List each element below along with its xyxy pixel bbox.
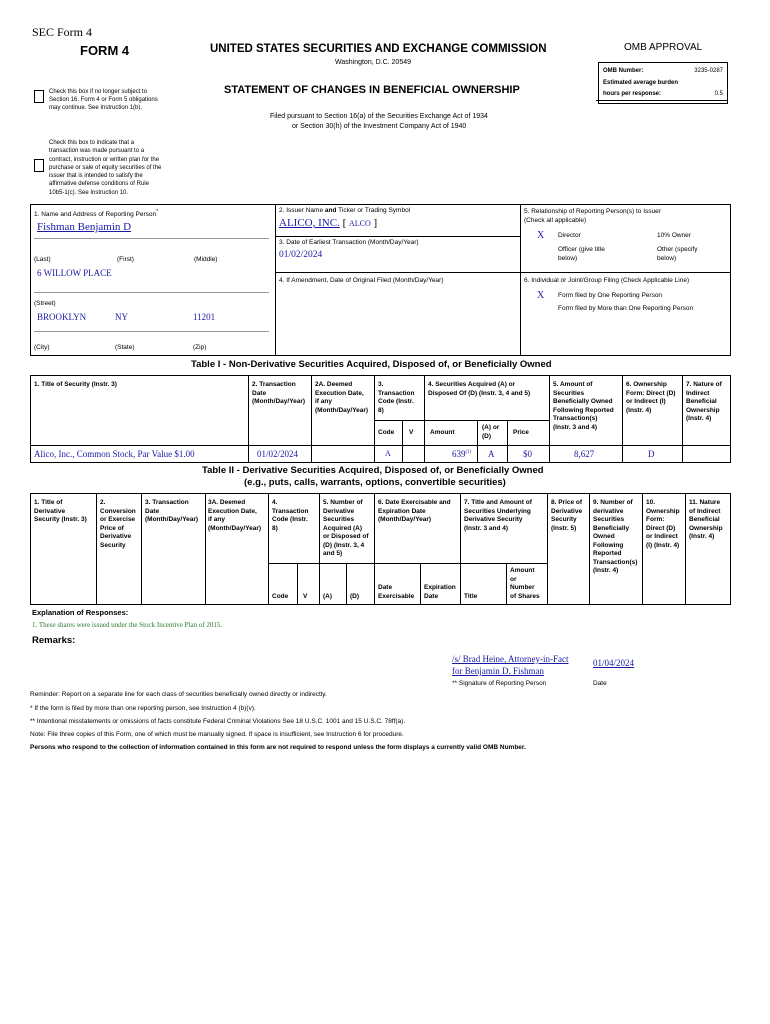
box4-label: 4. If Amendment, Date of Original Filed (Month/Day/Year): [279, 277, 444, 284]
state-label: (State): [115, 344, 135, 351]
issuer-name-link[interactable]: ALICO, INC.: [279, 217, 340, 229]
t1-ad-header: (A) or (D): [482, 424, 500, 440]
t1-row-code: A: [385, 449, 391, 458]
t1-col2-header: 2. Transaction Date (Month/Day/Year): [252, 381, 306, 405]
t2-date-exercisable-header: Date Exercisable: [378, 584, 415, 600]
box1-label: 1. Name and Address of Reporting Person*: [34, 209, 159, 219]
table1-title: Table I - Non-Derivative Securities Acquired, Disposed of, or Beneficially Owned: [191, 359, 552, 370]
t2-amount-header: Amount or Number of Shares: [510, 567, 540, 600]
explanation-1: 1. These shares were issued under the Stock Incentive Plan of 2015.: [32, 621, 223, 629]
omb-title: OMB APPROVAL: [624, 42, 703, 53]
earliest-transaction-date: 01/02/2024: [279, 250, 323, 260]
note-misstatements: ** Intentional misstatements or omissions of facts constitute Federal Criminal Violations See 18 U.S.C. 1001 and 15 U.S.C. 78ff(a).: [30, 718, 406, 725]
omb-burden-label-2: hours per response:: [603, 91, 662, 97]
t2-v-header: V: [303, 593, 308, 600]
t2-col11-header: 11. Nature of Indirect Beneficial Ownership (Instr. 4): [689, 499, 723, 540]
agency-location: Washington, D.C. 20549: [335, 59, 412, 66]
director-label: Director: [558, 232, 581, 239]
box6-label: 6. Individual or Joint/Group Filing (Check Applicable Line): [524, 277, 690, 284]
filed-pursuant-line-2: or Section 30(h) of the Investment Company Act of 1940: [292, 123, 467, 130]
zip-label: (Zip): [193, 344, 207, 351]
t1-row-title: Alico, Inc., Common Stock, Par Value $1.00: [34, 449, 195, 459]
other-label: Other (specify below): [657, 246, 698, 262]
signature-date: 01/04/2024: [593, 658, 635, 668]
omb-burden-label-1: Estimated average burden: [603, 80, 679, 86]
t1-row-price: $0: [523, 449, 532, 459]
no-longer-subject-checkbox[interactable]: [34, 90, 44, 103]
omb-burden-value: 0.5: [714, 91, 723, 97]
t1-row-ad: A: [488, 449, 495, 459]
date-label: Date: [593, 680, 607, 687]
box5-label: 5. Relationship of Reporting Person(s) to Issuer (Check all applicable): [524, 208, 661, 224]
t1-amount-header: Amount: [430, 429, 455, 436]
rule-10b5-text: Check this box to indicate that a transaction was made pursuant to a contract, instruction or written plan for the purchase or sale of equity securities of the issuer that is intended to satisfy the affirmative defense conditions of Rule 10b5-1(c). See Instruction 10.: [49, 140, 162, 196]
t2-col8-header: 8. Price of Derivative Security (Instr. 5): [551, 499, 583, 532]
agency-title: UNITED STATES SECURITIES AND EXCHANGE COMMISSION: [210, 43, 547, 55]
omb-number-label: OMB Number:: [603, 68, 644, 74]
note-reminder: Reminder: Report on a separate line for each class of securities beneficially owned directly or indirectly.: [30, 691, 327, 698]
table2-title-1: Table II - Derivative Securities Acquired, Disposed of, or Beneficially Owned: [202, 465, 544, 476]
table2-title-2: (e.g., puts, calls, warrants, options, convertible securities): [244, 477, 506, 488]
form-title: FORM 4: [80, 43, 130, 58]
t2-code-header: Code: [272, 593, 289, 600]
t2-col1-header: 1. Title of Derivative Security (Instr. 3): [34, 499, 87, 523]
t1-row-date: 01/02/2024: [257, 449, 299, 459]
form-label: SEC Form 4: [32, 25, 93, 39]
note-multiple-persons: * If the form is filed by more than one reporting person, see Instruction 4 (b)(v).: [30, 705, 256, 712]
t1-col3-header: 3. Transaction Code (Instr. 8): [378, 381, 415, 414]
reporting-person-name[interactable]: Fishman Benjamin D: [37, 221, 132, 233]
issuer-line: ALICO, INC. [ ALCO ]: [279, 217, 378, 229]
t2-col10-header: 10. Ownership Form: Direct (D) or Indirect (I) (Instr. 4): [646, 499, 680, 549]
director-mark[interactable]: X: [537, 230, 545, 241]
t1-price-header: Price: [513, 429, 529, 436]
one-person-mark[interactable]: X: [537, 290, 545, 301]
ticker-symbol: ALCO: [348, 219, 371, 228]
omb-details: [598, 62, 728, 104]
t1-col7-header: 7. Nature of Indirect Beneficial Ownership (Instr. 4): [686, 381, 722, 422]
middle-label: (Middle): [194, 256, 218, 263]
t1-col5-header: 5. Amount of Securities Beneficially Owned Following Reported Transaction(s) (Instr. 3 and 4): [553, 381, 614, 431]
t2-col4-header: 4. Transaction Code (Instr. 8): [272, 499, 309, 532]
t1-row-amount: 639$^{(1)}$: [452, 449, 472, 459]
t2-col7-header: 7. Title and Amount of Securities Underlying Derivative Security (Instr. 3 and 4): [464, 499, 532, 532]
box3-label: 3. Date of Earliest Transaction (Month/Day/Year): [279, 239, 419, 246]
t1-code-header: Code: [378, 429, 395, 436]
box2-label: 2. Issuer Name and Ticker or Trading Symbol: [279, 207, 411, 214]
t2-a-header: (A): [323, 593, 333, 600]
t2-col9-header: 9. Number of derivative Securities Beneficially Owned Following Reported Transaction(s) (Instr. 4): [593, 499, 638, 574]
footnote-ref[interactable]: (1): [465, 450, 472, 455]
omb-final-note: Persons who respond to the collection of information contained in this form are not required to respond unless the form displays a currently valid OMB Number.: [30, 744, 526, 751]
note-copies: Note: File three copies of this Form, one of which must be manually signed. If space is insufficient, see Instruction 6 for procedure.: [30, 731, 404, 738]
signature-line-2: for Benjamin D. Fishman: [452, 666, 544, 676]
more-person-label: Form filed by More than One Reporting Person: [558, 305, 694, 312]
no-longer-subject-text: Check this box if no longer subject to Section 16. Form 4 or Form 5 obligations may continue. See Instruction 1(b).: [49, 89, 158, 111]
t1-row-form: D: [648, 449, 655, 459]
explanation-label: Explanation of Responses:: [32, 608, 129, 617]
one-person-label: Form filed by One Reporting Person: [558, 292, 663, 299]
signature-block: [452, 653, 568, 677]
t1-row-owned: 8,627: [574, 449, 595, 459]
remarks-label: Remarks:: [32, 635, 76, 646]
rule-10b5-checkbox[interactable]: [34, 159, 44, 172]
last-label: (Last): [34, 256, 51, 263]
t1-v-header: V: [409, 429, 414, 436]
t2-expiration-header: Expiration Date: [424, 584, 456, 600]
t1-col2a-header: 2A. Deemed Execution Date, if any (Month/Day/Year): [315, 381, 369, 414]
t2-d-header: (D): [350, 593, 360, 600]
signature-line-1: /s/ Brad Heine, Attorney-in-Fact: [452, 654, 569, 664]
t1-col1-header: 1. Title of Security (Instr. 3): [34, 381, 117, 388]
state-value: NY: [115, 312, 128, 322]
t1-col4-header: 4. Securities Acquired (A) or Disposed Of (D) (Instr. 3, 4 and 5): [428, 381, 531, 397]
officer-label: Officer (give title below): [558, 246, 605, 262]
first-label: (First): [117, 256, 134, 263]
statement-title: STATEMENT OF CHANGES IN BENEFICIAL OWNERSHIP: [224, 84, 520, 96]
street-value: 6 WILLOW PLACE: [37, 268, 112, 278]
city-label: (City): [34, 344, 50, 351]
zip-value: 11201: [193, 312, 216, 322]
street-label: (Street): [34, 300, 56, 307]
filed-pursuant-line-1: Filed pursuant to Section 16(a) of the Securities Exchange Act of 1934: [270, 113, 488, 120]
omb-number-value: 3235-0287: [694, 68, 723, 74]
t2-col3-header: 3. Transaction Date (Month/Day/Year): [145, 499, 199, 523]
t2-col5-header: 5. Number of Derivative Securities Acquired (A) or Disposed of (D) (Instr. 3, 4 and 5): [323, 499, 369, 557]
signature-label: ** Signature of Reporting Person: [452, 680, 547, 687]
t2-col6-header: 6. Date Exercisable and Expiration Date (Month/Day/Year): [378, 499, 451, 523]
t2-col2-header: 2. Conversion or Exercise Price of Derivative Security: [100, 499, 136, 549]
ten-pct-owner-label: 10% Owner: [657, 232, 691, 239]
t2-title-header: Title: [464, 593, 478, 600]
t1-col6-header: 6. Ownership Form: Direct (D) or Indirect (I) (Instr. 4): [626, 381, 676, 414]
city-value: BROOKLYN: [37, 312, 87, 322]
t2-col3a-header: 3A. Deemed Execution Date, if any (Month/Day/Year): [208, 499, 262, 532]
